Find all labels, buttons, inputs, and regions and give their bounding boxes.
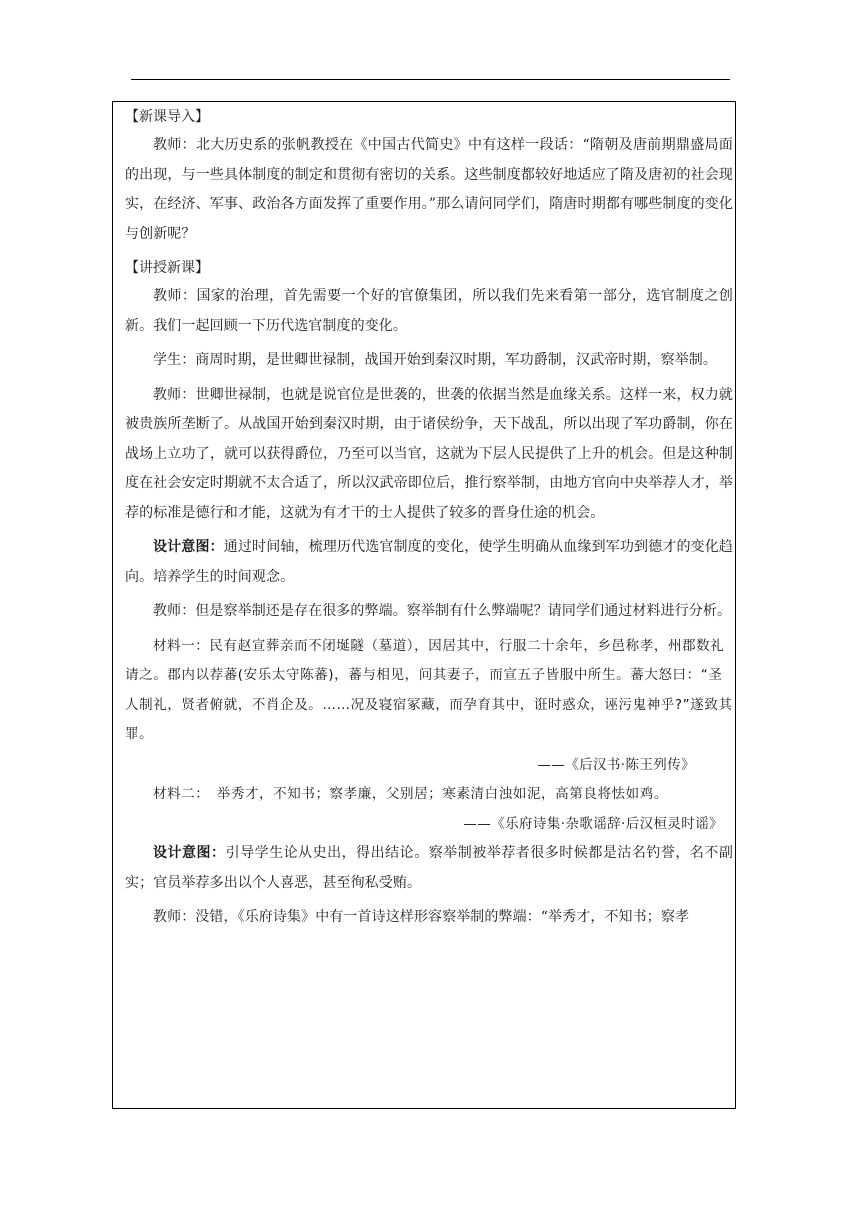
- material-1: 材料一：民有赵宣葬亲而不闭埏隧（墓道），因居其中，行服二十余年，乡邑称孝，州郡数礼请之。郡内以荐蕃(安乐太守陈蕃)，蕃与相见，问其妻子，而宣五子皆服中所生。蕃大怒曰：“圣人制礼，贤者俯就，不肖企及。……况及寝宿冢藏，而孕育其中，诳时惑众，诬污鬼神乎?”遂致其罪。: [125, 637, 733, 742]
- design-intent-1: [125, 533, 733, 592]
- teacher-paragraph-2: 教师：世卿世禄制，也就是说官位是世袭的，世袭的依据当然是血缘关系。这样一来，权力就被贵族所垄断了。从战国开始到秦汉时期，由于诸侯纷争，天下战乱，所以出现了军功爵制，你在战场上立功了，就可以获得爵位，乃至可以当官，这就为下层人民提供了上升的机会。但是这种制度在社会安定时期就不太合适了，所以汉武帝即位后，推行察举制，由地方官向中央举荐人才，举荐的标准是德行和才能，这就为有才干的士人提供了较多的晋身仕途的机会。: [125, 386, 733, 521]
- design-intent-label: 设计意图：: [153, 845, 226, 861]
- student-paragraph-1: 学生：商周时期，是世卿世禄制，战国开始到秦汉时期，军功爵制，汉武帝时期，察举制。: [153, 352, 717, 368]
- teacher-paragraph-4: 教师：没错，《乐府诗集》中有一首诗这样形容察举制的弊端：“举秀才，不知书；察孝: [153, 909, 690, 925]
- design-intent-2: [125, 839, 733, 898]
- material-2: 材料二： 举秀才，不知书；察孝廉，父别居；寒素清白浊如泥，高第良将怯如鸡。: [153, 785, 668, 802]
- intro-paragraph: 教师：北大历史系的张帆教授在《中国古代简史》中有这样一段话：“隋朝及唐前期鼎盛局面的出现，与一些具体制度的制定和贯彻有密切的关系。这些制度都较好地适应了隋及唐初的社会现实，在经济、军事、政治各方面发挥了重要作用。”那么请问同学们，隋唐时期都有哪些制度的变化与创新呢？: [125, 137, 733, 242]
- header-rule: [131, 79, 730, 80]
- section-heading-lecture: 【讲授新课】: [125, 260, 209, 276]
- design-intent-text: 引导学生论从史出，得出结论。察举制被举荐者很多时候都是沽名钓誉，名不副实；官员举荐多出以个人喜恶，甚至徇私受贿。: [125, 845, 734, 891]
- design-intent-text: 通过时间轴，梳理历代选官制度的变化，使学生明确从血缘到军功到德才的变化趋向。培养学生的时间观念。: [125, 539, 734, 585]
- design-intent-label: 设计意图：: [153, 539, 224, 555]
- teacher-paragraph-3: 教师：但是察举制还是存在很多的弊端。察举制有什么弊端呢？请同学们通过材料进行分析。: [153, 603, 732, 619]
- lesson-content: [125, 103, 733, 938]
- material-1-source: ——《后汉书·陈王列传》: [537, 756, 695, 773]
- teacher-paragraph-1: 教师：国家的治理，首先需要一个好的官僚集团，所以我们先来看第一部分，选官制度之创新。我们一起回顾一下历代选官制度的变化。: [125, 288, 733, 334]
- material-2-source: ——《乐府诗集·杂歌谣辞·后汉桓灵时谣》: [463, 816, 723, 832]
- section-heading-intro: 【新课导入】: [125, 109, 209, 125]
